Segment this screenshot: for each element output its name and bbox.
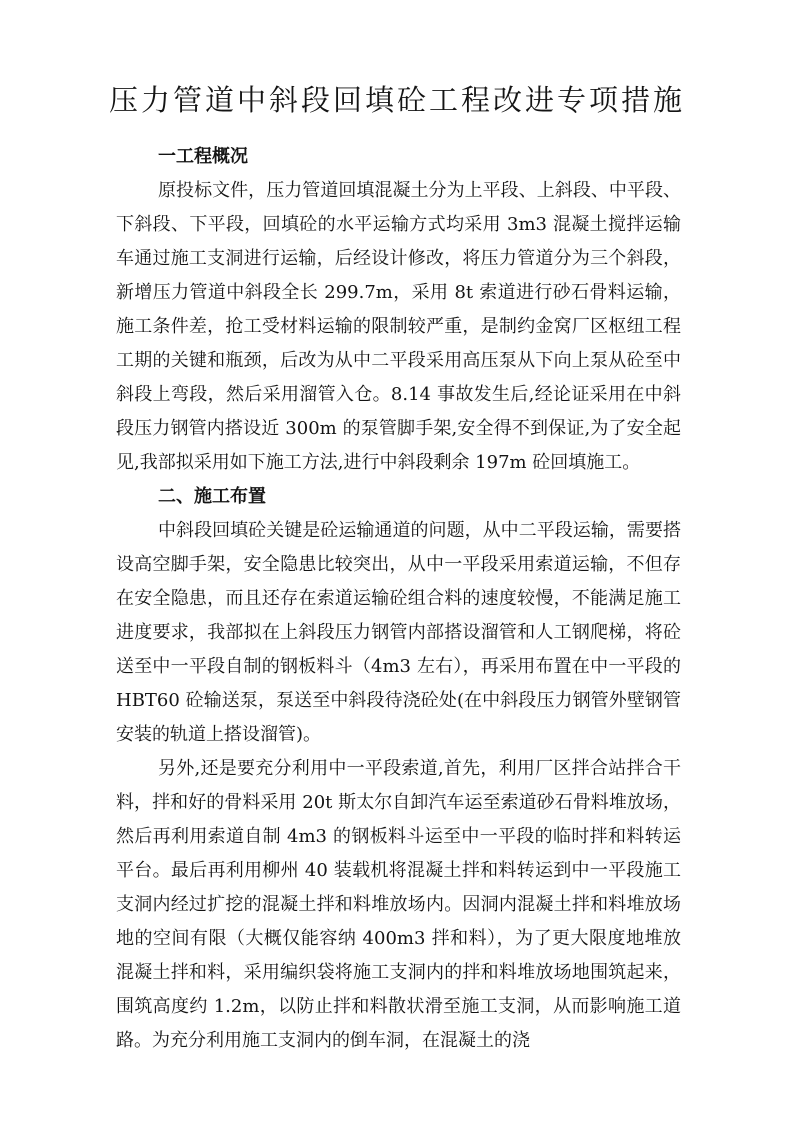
- section-heading: 一工程概况: [158, 146, 248, 167]
- paragraph: 中斜段回填砼关键是砼运输通道的问题，从中二平段运输，需要搭设高空脚手架，安全隐患比较突出，从中一平段采用索道运输，不但存在安全隐患，而且还存在索道运输砼组合料的速度较慢，不能满足施工进度要求，我部拟在上斜段压力钢管内部搭设溜管和人工钢爬梯，将砼送至中一平段自制的钢板料斗（4m3 左右），再采用布置在中一平段的 HBT60 砼输送泵，泵送至中斜段待浇砼处(在中斜段压力钢管外壁钢管安装的轨道上搭设溜管)。: [116, 520, 681, 745]
- section-construction-layout: [116, 480, 681, 1058]
- section-project-overview: [116, 140, 681, 480]
- paragraph: 原投标文件，压力管道回填混凝土分为上平段、上斜段、中平段、下斜段、下平段，回填砼的水平运输方式均采用 3m3 混凝土搅拌运输车通过施工支洞进行运输，后经设计修改，将压力管道分为三个斜段，新增压力管道中斜段全长 299.7m，采用 8t 索道进行砂石骨料运输，施工条件差，抢工受材料运输的限制较严重，是制约金窝厂区枢纽工程工期的关键和瓶颈，后改为从中二平段采用高压泵从下向上泵从砼至中斜段上弯段，然后采用溜管入仓。8.14 事故发生后,经论证采用在中斜段压力钢管内搭设近 300m 的泵管脚手架,安全得不到保证,为了安全起见,我部拟采用如下施工方法,进行中斜段剩余 197m 砼回填施工。: [116, 180, 681, 473]
- document-body: [116, 140, 681, 1058]
- document-title: 压力管道中斜段回填砼工程改进专项措施: [108, 83, 685, 117]
- paragraph: 另外,还是要充分利用中一平段索道,首先，利用厂区拌合站拌合干料，拌和好的骨料采用 20t 斯太尔自卸汽车运至索道砂石骨料堆放场，然后再利用索道自制 4m3 的钢板料斗运至中一平段的临时拌和料转运平台。最后再利用柳州 40 装载机将混凝土拌和料转运到中一平段施工支洞内经过扩挖的混凝土拌和料堆放场内。因洞内混凝土拌和料堆放场地的空间有限（大概仅能容纳 400m3 拌和料），为了更大限度地堆放混凝土拌和料，采用编织袋将施工支洞内的拌和料堆放场地围筑起来，围筑高度约 1.2m，以防止拌和料散状滑至施工支洞，从而影响施工道路。为充分利用施工支洞内的倒车洞，在混凝土的浇: [116, 758, 681, 1051]
- section-heading: 二、施工布置: [158, 486, 266, 507]
